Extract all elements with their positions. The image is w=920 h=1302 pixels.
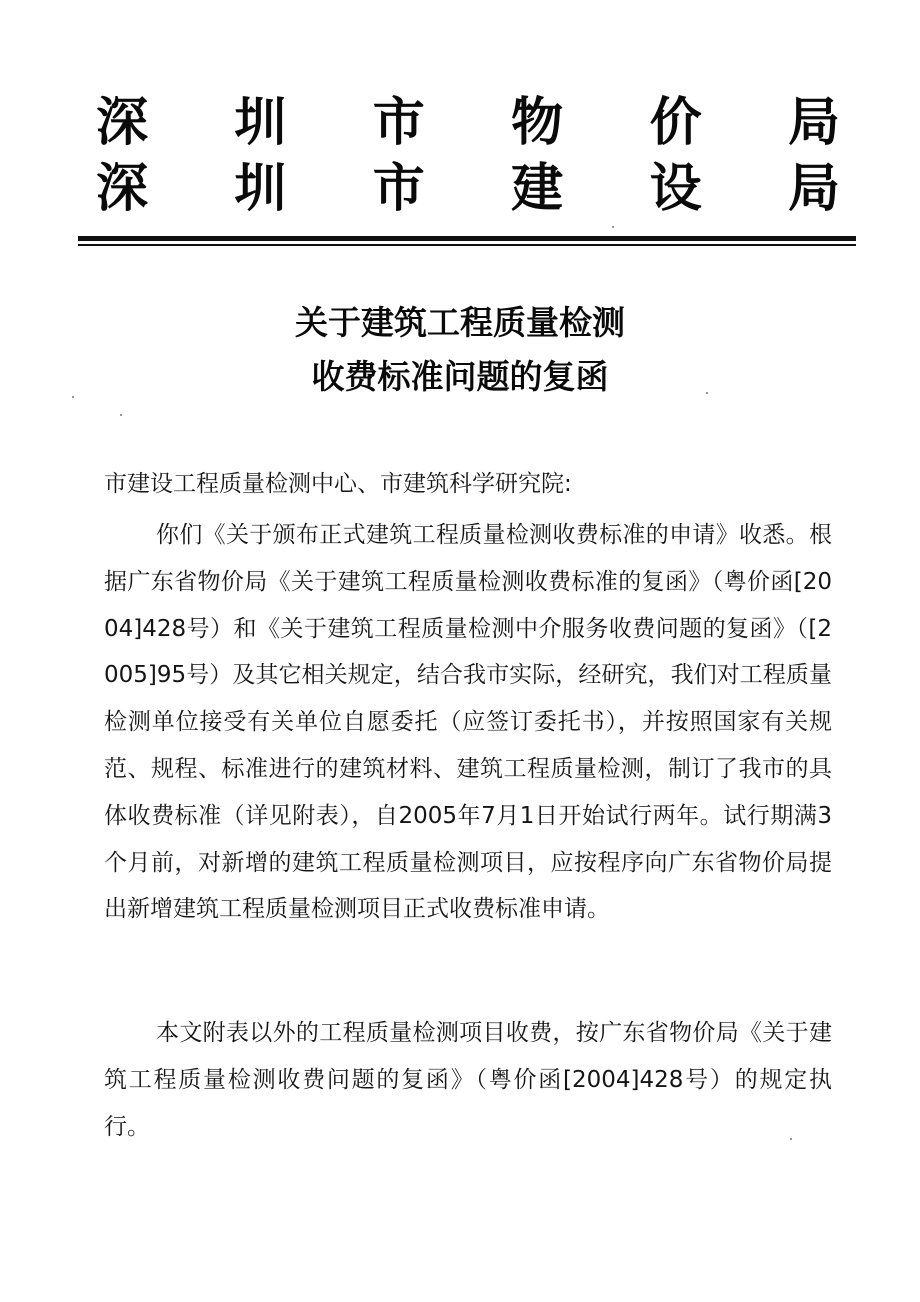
document-title-line-1: 关于建筑工程质量检测 [295, 303, 625, 342]
letterhead-rule-thin [78, 244, 856, 246]
issuer-char: 圳 [234, 158, 287, 219]
issuer-char: 建 [511, 158, 564, 219]
issuer-char: 设 [649, 158, 702, 219]
letterhead [96, 92, 840, 220]
scan-speck [612, 226, 614, 228]
scan-speck [72, 396, 74, 398]
scan-speck [120, 414, 122, 416]
issuer-char: 圳 [234, 92, 287, 153]
issuer-char: 市 [372, 158, 425, 219]
scan-speck [706, 392, 708, 394]
body-paragraph: 本文附表以外的工程质量检测项目收费，按广东省物价局《关于建筑工程质量检测收费问题的复函》（粤价函[2004]428号）的规定执行。 [104, 1020, 832, 1140]
issuer-char: 深 [96, 92, 149, 153]
issuer-char: 局 [787, 158, 840, 219]
issuer-char: 市 [372, 92, 425, 153]
issuer-char: 局 [787, 92, 840, 153]
issuer-char: 物 [511, 92, 564, 153]
letterhead-rule-thick [78, 236, 856, 241]
document-title-line-2: 收费标准问题的复函 [311, 357, 609, 396]
issuer-line-construction-bureau [96, 158, 840, 220]
salutation: 市建设工程质量检测中心、市建筑科学研究院: [104, 471, 572, 497]
issuer-line-price-bureau [96, 92, 840, 154]
issuer-char: 价 [649, 92, 702, 153]
issuer-char: 深 [96, 158, 149, 219]
scan-speck [790, 1138, 792, 1140]
body-paragraph: 你们《关于颁布正式建筑工程质量检测收费标准的申请》收悉。根据广东省物价局《关于建筑工程质量检测收费标准的复函》（粤价函[2004]428号）和《关于建筑工程质量检测中介服务收费问题的复函》（[2005]95号）及其它相关规定，结合我市实际，经研究，我们对工程质量检测单位接受有关单位自愿委托（应签订委托书），并按照国家有关规范、规程、标准进行的建筑材料、建筑工程质量检测，制订了我市的具体收费标准（详见附表），自2005年7月1日开始试行两年。试行期满3个月前，对新增的建筑工程质量检测项目，应按程序向广东省物价局提出新增建筑工程质量检测项目正式收费标准申请。 [104, 522, 832, 923]
